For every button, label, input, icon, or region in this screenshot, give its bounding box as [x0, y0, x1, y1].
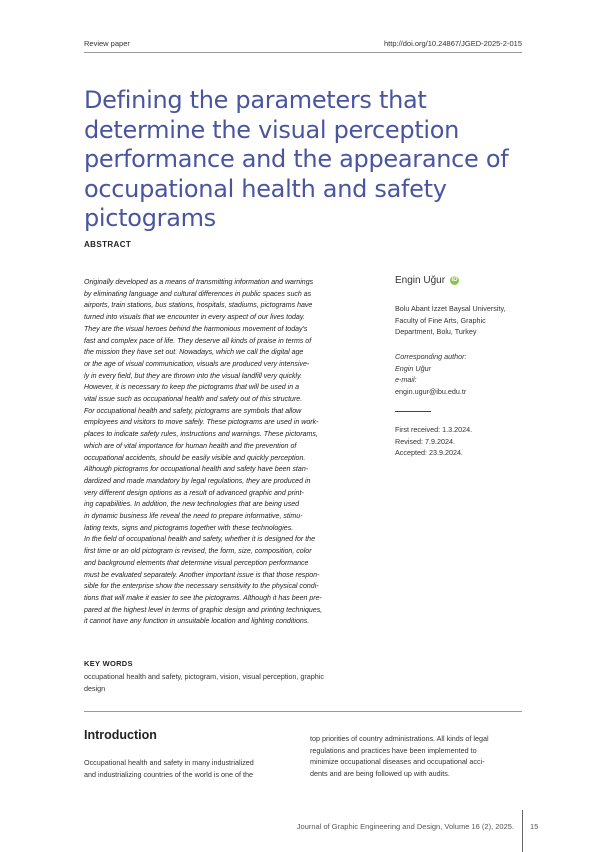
keywords-heading: KEY WORDS: [84, 659, 133, 668]
orcid-icon[interactable]: iD: [451, 277, 458, 283]
corresponding-author: [395, 351, 535, 397]
page-number: 15: [530, 822, 539, 831]
author-block: [395, 275, 459, 286]
header-rule: [84, 52, 522, 53]
corresponding-label: Corresponding author:: [395, 352, 467, 361]
footer-journal: Journal of Graphic Engineering and Design, Volume 16 (2), 2025.: [296, 822, 514, 831]
footer-divider: [522, 810, 523, 852]
section-rule: [84, 711, 522, 712]
abstract-heading: ABSTRACT: [84, 240, 132, 249]
email-label: e-mail:: [395, 375, 417, 385]
author-email[interactable]: engin.ugur@ibu.edu.tr: [395, 386, 467, 396]
intro-heading: Introduction: [84, 728, 157, 742]
author-name: Engin Uğur: [395, 275, 446, 286]
author-affiliation: Bolu Abant İzzet Baysal University, Faculty of Fine Arts, Graphic Department, Bolu, Turkey: [395, 304, 506, 337]
date-revised: Revised: 7.9.2024.: [395, 436, 455, 446]
intro-column-left: Occupational health and safety in many industrialized and industrializing countries of the world is one of the: [84, 758, 254, 779]
date-accepted: Accepted: 23.9.2024.: [395, 448, 463, 458]
paper-title: Defining the parameters that determine the visual perception performance and the appearance of occupational health and safety pictograms: [84, 86, 509, 232]
divider: [395, 411, 431, 412]
dates-block: [395, 424, 535, 459]
intro-column-right: top priorities of country administrations. All kinds of legal regulations and practices have been implemented to minimize occupational diseases and occupational acci- dents and are being followed up with audits.: [310, 734, 489, 779]
abstract-text: Originally developed as a means of transmitting information and warnings by eliminating language and cultural differences in public spaces such as airports, train stations, bus stations, hospitals, stadiums, pictograms have turned into visuals that we encounter in every aspect of our lives today. They are the visual heroes behind the harmonious movement of today's fast and complex pace of life. They deserve all kinds of praise in terms of the mission they have set out. Nowadays, which we call the digital age or the age of visual communication, visuals are produced very intensive- ly in every field, but they are thrown into the visual landfill very quickly. However, it is necessary to keep the pictograms that will be used in a vital issue such as occupational health and safety out of this structure. For occupational health and safety, pictograms are symbols that allow employees and visitors to move safely. These pictograms are used in work- places to indicate safety rules, instructions and warnings. These pictorams, which are of vital importance for human health and the prevention of occupational accidents, should be easily visible and quickly perception. Although pictograms for occupational health and safety have been stan- dardized and made mandatory by legal regulations, they are produced in very different design options as a result of advanced graphic and print- ing capabilities. In addition, the new technologies that are being used in dynamic business life reveal the need to prepare informative, stimu- lating texts, signs and pictograms together with these technologies. In the field of occupational health and safety, whether it is designed for the first time or an old pictogram is revised, the form, size, composition, color and background elements that determine visual perception performance must be evaluated separately. Another important issue is that those respon- sible for the enterprise show the necessary sensitivity to the physical condi- tions that will make it easier to see the pictograms. Although it has been pre- pared at the highest level in terms of graphic design and printing techniques, it cannot have any function in unsuitable location and lighting conditions.: [84, 279, 323, 626]
article-type: Review paper: [84, 39, 130, 48]
doi-link[interactable]: http://doi.org/10.24867/JGED-2025-2-015: [383, 39, 522, 48]
keywords-text: occupational health and safety, pictogram, vision, visual perception, graphic design: [84, 672, 324, 693]
date-received: First received: 1.3.2024.: [395, 425, 473, 434]
corresponding-name: Engin Uğur: [395, 363, 431, 373]
